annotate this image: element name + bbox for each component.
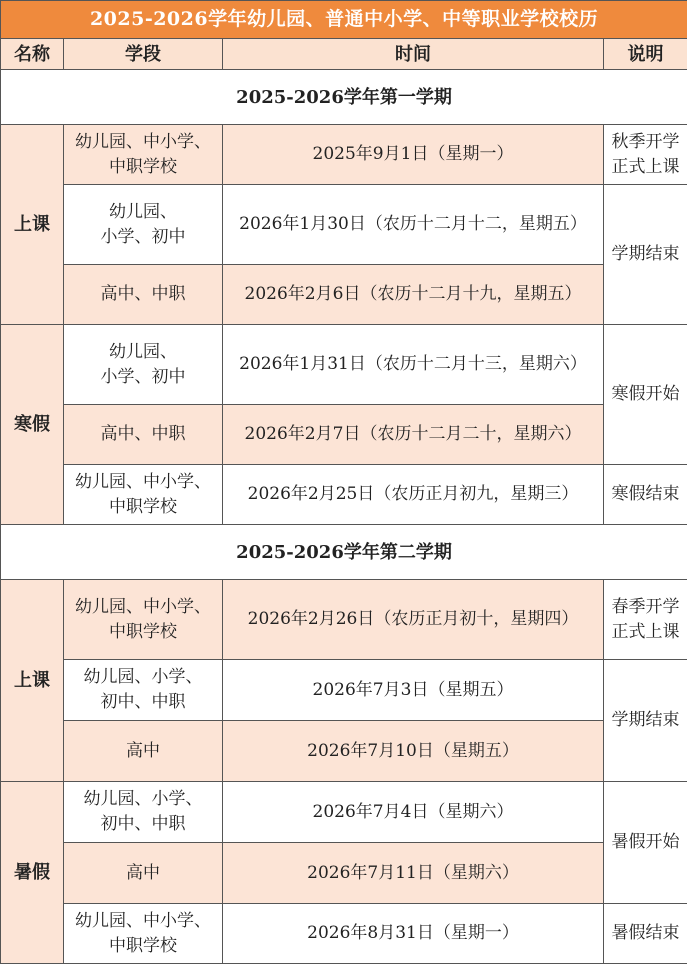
time-cell: 2026年2月7日（农历十二月二十，星期六） — [223, 405, 604, 465]
time-cell: 2026年2月26日（农历正月初十，星期四） — [223, 580, 604, 660]
time-cell: 2026年8月31日（星期一） — [223, 904, 604, 964]
s1-winter-label: 寒假 — [1, 325, 64, 525]
stage-cell: 幼儿园、中小学、 中职学校 — [64, 125, 223, 185]
note-cell: 寒假结束 — [604, 465, 687, 525]
s1-class-label: 上课 — [1, 125, 64, 325]
s2-class-label: 上课 — [1, 580, 64, 782]
stage-cell: 高中 — [64, 721, 223, 782]
time-cell: 2026年2月6日（农历十二月十九，星期五） — [223, 265, 604, 325]
stage-cell: 幼儿园、中小学、 中职学校 — [64, 465, 223, 525]
stage-cell: 幼儿园、小学、 初中、中职 — [64, 782, 223, 843]
semester1-title: 2025-2026学年第一学期 — [1, 70, 687, 125]
note-cell: 学期结束 — [604, 185, 687, 325]
stage-cell: 幼儿园、 小学、初中 — [64, 185, 223, 265]
stage-cell: 高中 — [64, 843, 223, 904]
time-cell: 2026年7月4日（星期六） — [223, 782, 604, 843]
s2-summer-label: 暑假 — [1, 782, 64, 964]
stage-cell: 高中、中职 — [64, 265, 223, 325]
time-cell: 2026年1月31日（农历十二月十三，星期六） — [223, 325, 604, 405]
stage-cell: 高中、中职 — [64, 405, 223, 465]
note-cell: 暑假开始 — [604, 782, 687, 904]
time-cell: 2026年7月3日（星期五） — [223, 660, 604, 721]
stage-cell: 幼儿园、中小学、 中职学校 — [64, 904, 223, 964]
stage-cell: 幼儿园、小学、 初中、中职 — [64, 660, 223, 721]
header-stage: 学段 — [64, 39, 223, 70]
note-cell: 春季开学 正式上课 — [604, 580, 687, 660]
stage-cell: 幼儿园、 小学、初中 — [64, 325, 223, 405]
note-cell: 暑假结束 — [604, 904, 687, 964]
calendar-title: 2025-2026学年幼儿园、普通中小学、中等职业学校校历 — [1, 1, 687, 39]
time-cell: 2026年1月30日（农历十二月十二，星期五） — [223, 185, 604, 265]
time-cell: 2025年9月1日（星期一） — [223, 125, 604, 185]
stage-cell: 幼儿园、中小学、 中职学校 — [64, 580, 223, 660]
header-note: 说明 — [604, 39, 687, 70]
time-cell: 2026年7月11日（星期六） — [223, 843, 604, 904]
header-time: 时间 — [223, 39, 604, 70]
note-cell: 寒假开始 — [604, 325, 687, 465]
time-cell: 2026年2月25日（农历正月初九，星期三） — [223, 465, 604, 525]
note-cell: 秋季开学 正式上课 — [604, 125, 687, 185]
note-cell: 学期结束 — [604, 660, 687, 782]
semester2-title: 2025-2026学年第二学期 — [1, 525, 687, 580]
header-name: 名称 — [1, 39, 64, 70]
time-cell: 2026年7月10日（星期五） — [223, 721, 604, 782]
